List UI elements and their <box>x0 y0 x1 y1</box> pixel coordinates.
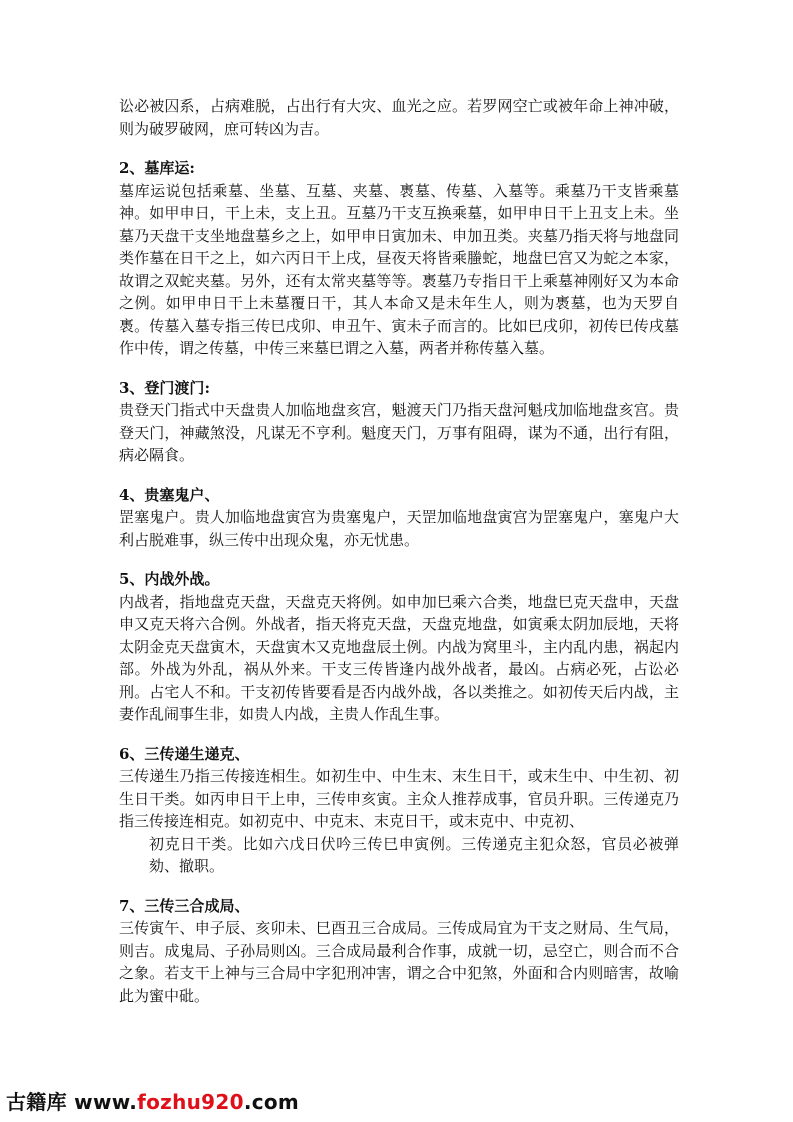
section-body: 贵登天门指式中天盘贵人加临地盘亥宫，魁渡天门乃指天盘河魁戌加临地盘亥宫。贵登天门，神藏煞没，凡谋无不亨利。魁度天门，万事有阻碍，谋为不通，出行有阻，病必隔食。 <box>119 401 679 464</box>
section-three-harmony <box>119 895 679 1008</box>
section-heading: 3、登门渡门: <box>119 378 210 397</box>
document-body <box>119 95 679 1007</box>
section-body: 三传寅午、申子辰、亥卯未、巳酉丑三合成局。三传成局宜为干支之财局、生气局，则吉。成鬼局、子孙局则凶。三合成局最利合作事，成就一切，忌空亡，则合而不合之象。若支干上神与三合局中字犯刑冲害，谓之合中犯煞，外面和合内则暗害，故喻此为蜜中砒。 <box>119 919 679 1005</box>
section-inner-outer-war <box>119 568 679 726</box>
footer-site: fozhu920 <box>137 1090 244 1114</box>
section-heaven-gate <box>119 377 679 467</box>
section-body: 内战者，指地盘克天盘，天盘克天将例。如申加巳乘六合类，地盘巳克天盘申，天盘申又克天将六合例。外战者，指天将克天盘，天盘克地盘，如寅乘太阴加辰地，天将太阴金克天盘寅木，天盘寅木又克地盘辰土例。内战为窝里斗，主内乱内患，祸起内部。外战为外乱，祸从外来。干支三传皆逢内战外战者，最凶。占病必死，占讼必刑。占宅人不和。干支初传皆要看是否内战外战，各以类推之。如初传天后内战，主妻作乱闹事生非，如贵人内战，主贵人作乱生事。 <box>119 592 679 723</box>
section-heading: 4、贵塞鬼户、 <box>119 485 220 504</box>
footer-tld: .com <box>243 1090 300 1114</box>
footer-label: 古籍库 <box>6 1090 67 1114</box>
footer-watermark <box>6 1086 299 1115</box>
intro-paragraph: 讼必被囚系，占病难脱，占出行有大灾、血光之应。若罗网空亡或被年命上神冲破，则为破罗破网，庶可转凶为吉。 <box>119 97 679 138</box>
section-three-transmissions-sequence <box>119 743 679 878</box>
section-body: 罡塞鬼户。贵人加临地盘寅宫为贵塞鬼户，天罡加临地盘寅宫为罡塞鬼户，塞鬼户大利占脱难事，纵三传中出现众鬼，亦无忧患。 <box>119 508 679 549</box>
section-heading: 2、墓库运: <box>119 159 195 177</box>
section-heading: 7、三传三合成局、 <box>119 896 250 915</box>
section-heading: 6、三传递生递克、 <box>119 744 250 763</box>
section-body: 墓库运说包括乘墓、坐墓、互墓、夹墓、褭墓、传墓、入墓等。乘墓乃干支皆乘墓神。如甲申日，干上未，支上丑。互墓乃干支互换乘墓，如甲申日干上丑支上未。坐墓乃天盘干支坐地盘墓乡之上，如甲申日寅加未、申加丑类。夹墓乃指天将与地盘同类作墓在日干之上，如六丙日干上戌，昼夜天将皆乘螣蛇，地盘巳宫又为蛇之本家，故谓之双蛇夹墓。另外，还有太常夹墓等等。褭墓乃专指日干上乘墓神刚好又为本命之例。如甲申日干上未墓覆日干，其人本命又是未年生人，则为褭墓，也为天罗自褭。传墓入墓专指三传巳戌卯、申丑午、寅未子而言的。比如巳戌卯，初传巳传戌墓作中传，谓之传墓，中传三来墓巳谓之入墓，两者并称传墓入墓。 <box>119 181 679 357</box>
section-body <box>119 765 679 878</box>
section-body-indented: 初克日干类。比如六戊日伏吟三传巳申寅例。三传递克主犯众怒，官员必被弹劾、撤职。 <box>149 834 679 875</box>
section-ghost-door <box>119 484 679 552</box>
section-body-text: 三传递生乃指三传接连相生。如初生中、中生末、末生日干，或末生中、中生初、初生日干类。如丙申日干上申，三传申亥寅。主众人推荐成事，官员升职。三传递克乃指三传接连相克。如初克中、中克末、末克日干，或末克中、中克初、 <box>119 767 679 830</box>
section-heading: 5、内战外战。 <box>119 570 220 588</box>
section-tomb-luck <box>119 157 679 360</box>
footer-www: www. <box>74 1090 138 1114</box>
